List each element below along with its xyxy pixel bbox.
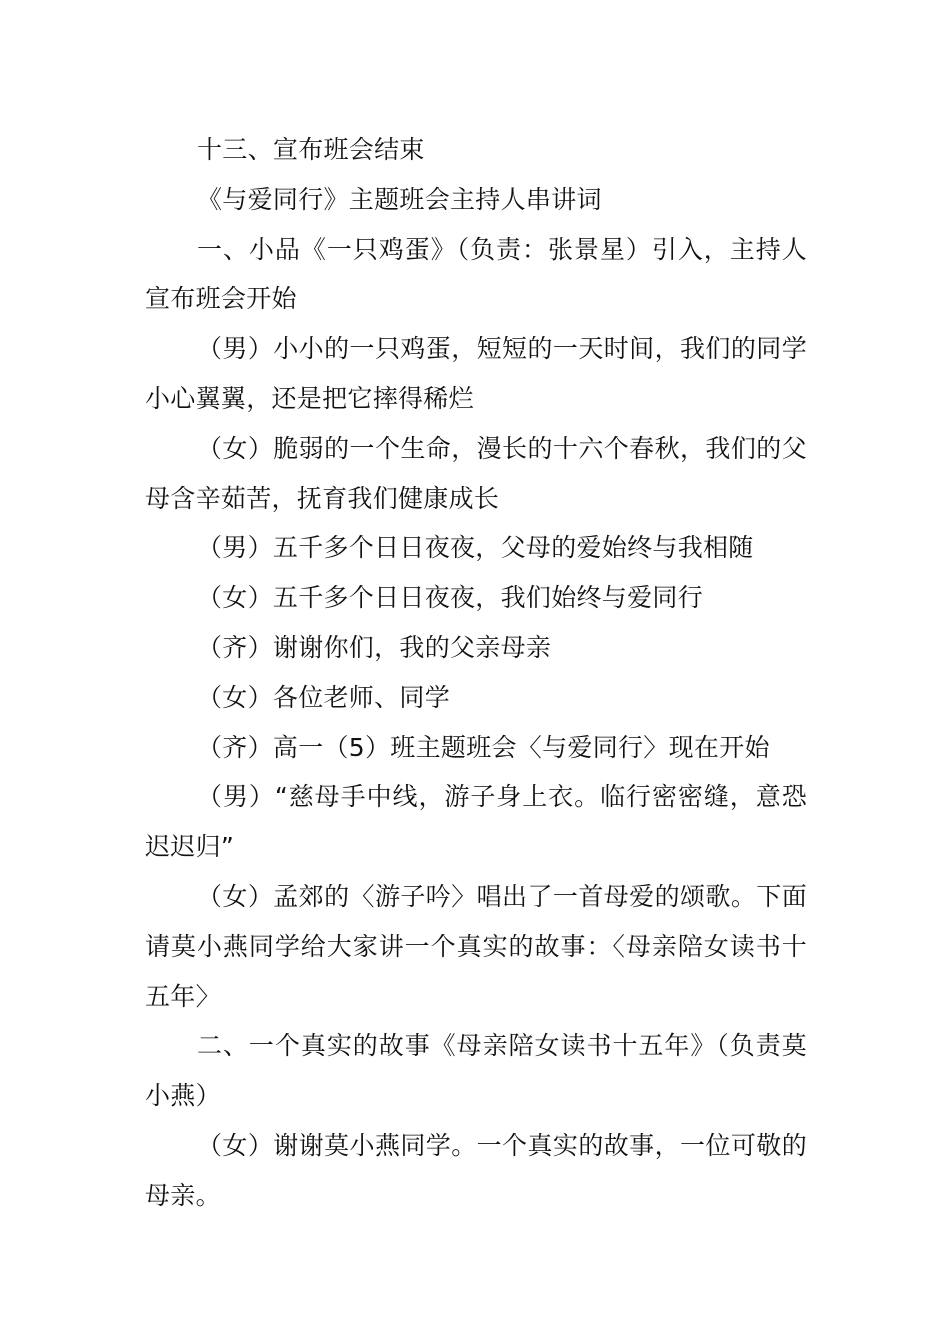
script-line: （齐）谢谢你们，我的父亲母亲 [197, 632, 552, 662]
section-heading-end: 十三、宣布班会结束 [197, 135, 425, 164]
script-line: （男）小小的一只鸡蛋，短短的一天时间，我们的同学小心翼翼，还是把它摔得稀烂 [145, 334, 807, 413]
script-line: （男）“慈母手中线，游子身上衣。临行密密缝，意恐迟迟归” [145, 782, 807, 862]
script-line: （男）五千多个日日夜夜，父母的爱始终与我相随 [197, 533, 754, 563]
script-line: （齐）高一（5）班主题班会〈与爱同行〉现在开始 [197, 732, 770, 762]
script-line: （女）五千多个日日夜夜，我们始终与爱同行 [197, 583, 704, 613]
document-page [145, 125, 807, 1221]
script-line: （女）脆弱的一个生命，漫长的十六个春秋，我们的父母含辛茹苦，抚育我们健康成长 [145, 433, 807, 513]
script-line: （女）谢谢莫小燕同学。一个真实的故事，一位可敬的母亲。 [145, 1130, 807, 1210]
script-line: （女）各位老师、同学 [197, 682, 451, 712]
document-title: 《与爱同行》主题班会主持人串讲词 [197, 184, 602, 214]
section-heading-2: 二、一个真实的故事《母亲陪女读书十五年》（负责莫小燕） [145, 1031, 807, 1111]
section-heading-1: 一、小品《一只鸡蛋》（负责：张景星）引入，主持人宣布班会开始 [145, 234, 807, 314]
script-line: （女）孟郊的〈游子吟〉唱出了一首母爱的颂歌。下面请莫小燕同学给大家讲一个真实的故事：〈母亲陪女读书十五年〉 [145, 881, 807, 1011]
